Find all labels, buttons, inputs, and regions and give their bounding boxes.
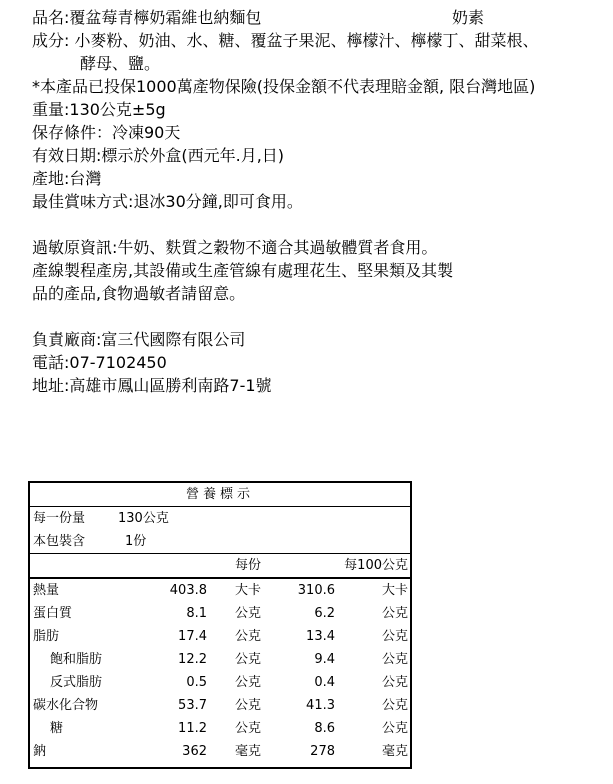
- table-row: [30, 602, 410, 625]
- table-row: [30, 740, 410, 763]
- per-100g-unit: 大卡: [381, 583, 408, 598]
- serving-value: 130公克: [118, 511, 169, 526]
- allergen-line-3: 品的產品,食物過敏者請留意。: [32, 284, 246, 303]
- storage: 保存條件：冷凍90天: [32, 123, 181, 142]
- nutrient-name: 糖: [50, 721, 64, 736]
- per-serving-unit: 毫克: [235, 744, 262, 759]
- nutrient-name: 脂肪: [33, 629, 60, 644]
- spacer: [32, 213, 607, 236]
- per-serving-value: 8.1: [186, 606, 207, 621]
- per-100g-value: 13.4: [306, 629, 335, 644]
- per-100g-value: 310.6: [297, 583, 335, 598]
- table-row: [30, 694, 410, 717]
- spacer: [32, 305, 607, 328]
- per-serving-unit: 公克: [235, 629, 262, 644]
- per-100g-value: 0.4: [314, 675, 335, 690]
- per-100g-unit: 公克: [381, 606, 408, 621]
- expiry: 有效日期:標示於外盒(西元年.月,日): [32, 146, 285, 165]
- per-100g-unit: 公克: [381, 652, 408, 667]
- column-header-row: [30, 554, 410, 579]
- per-100g-unit: 毫克: [381, 744, 408, 759]
- product-info: [32, 6, 607, 397]
- table-row: [30, 717, 410, 740]
- diet-tag: 奶素: [452, 8, 485, 27]
- nutrient-name: 熱量: [33, 583, 60, 598]
- origin: 產地:台灣: [32, 169, 102, 188]
- per-100g-header: 每100公克: [344, 558, 408, 573]
- table-row: [30, 648, 410, 671]
- insurance-note: *本產品已投保1000萬產物保險(投保金額不代表理賠金額, 限台灣地區): [32, 77, 536, 96]
- table-row: [30, 625, 410, 648]
- serving-label: 每一份量: [33, 511, 86, 526]
- per-serving-value: 403.8: [169, 583, 207, 598]
- per-serving-value: 17.4: [178, 629, 207, 644]
- per-serving-unit: 公克: [235, 606, 262, 621]
- per-serving-value: 12.2: [178, 652, 207, 667]
- nutrition-title: 營養標示: [30, 483, 410, 507]
- table-row: [30, 579, 410, 602]
- per-100g-value: 8.6: [314, 721, 335, 736]
- nutrient-name: 鈉: [33, 744, 47, 759]
- weight: 重量:130公克±5g: [32, 100, 166, 119]
- per-serving-unit: 公克: [235, 721, 262, 736]
- per-serving-unit: 公克: [235, 698, 262, 713]
- allergen-line-2: 產線製程產房,其設備或生產管線有處理花生、堅果類及其製: [32, 261, 454, 280]
- per-serving-header: 每份: [235, 558, 262, 573]
- per-100g-unit: 公克: [381, 675, 408, 690]
- nutrition-table: [28, 481, 412, 769]
- product-name-line: [32, 6, 607, 29]
- phone: 電話:07-7102450: [32, 353, 167, 372]
- ingredients-line-2: 酵母、鹽。: [80, 54, 161, 73]
- per-serving-value: 0.5: [186, 675, 207, 690]
- per-100g-unit: 公克: [381, 629, 408, 644]
- package-row: [30, 530, 410, 554]
- nutrient-name: 蛋白質: [33, 606, 73, 621]
- per-100g-value: 6.2: [314, 606, 335, 621]
- tasting-method: 最佳賞味方式:退冰30分鐘,即可食用。: [32, 192, 303, 211]
- per-serving-value: 53.7: [178, 698, 207, 713]
- per-serving-unit: 公克: [235, 652, 262, 667]
- nutrient-name: 飽和脂肪: [50, 652, 103, 667]
- per-100g-value: 41.3: [306, 698, 335, 713]
- ingredients-line-1: 成分: 小麥粉、奶油、水、糖、覆盆子果泥、檸檬汁、檸檬丁、甜菜根、: [32, 31, 539, 50]
- package-value: 1份: [125, 534, 147, 549]
- serving-size-row: [30, 507, 410, 530]
- nutrient-name: 反式脂肪: [50, 675, 103, 690]
- per-100g-value: 278: [310, 744, 335, 759]
- address: 地址:高雄市鳳山區勝利南路7-1號: [32, 376, 272, 395]
- per-serving-value: 362: [182, 744, 207, 759]
- per-serving-value: 11.2: [178, 721, 207, 736]
- nutrient-name: 碳水化合物: [33, 698, 99, 713]
- product-name: 品名:覆盆莓青檸奶霜維也納麵包: [32, 8, 262, 27]
- per-100g-unit: 公克: [381, 698, 408, 713]
- per-serving-unit: 大卡: [235, 583, 262, 598]
- allergen-line-1: 過敏原資訊:牛奶、麩質之穀物不適合其過敏體質者食用。: [32, 238, 438, 257]
- per-100g-value: 9.4: [314, 652, 335, 667]
- package-label: 本包裝含: [33, 534, 86, 549]
- per-serving-unit: 公克: [235, 675, 262, 690]
- company: 負責廠商:富三代國際有限公司: [32, 330, 246, 349]
- per-100g-unit: 公克: [381, 721, 408, 736]
- table-row: [30, 671, 410, 694]
